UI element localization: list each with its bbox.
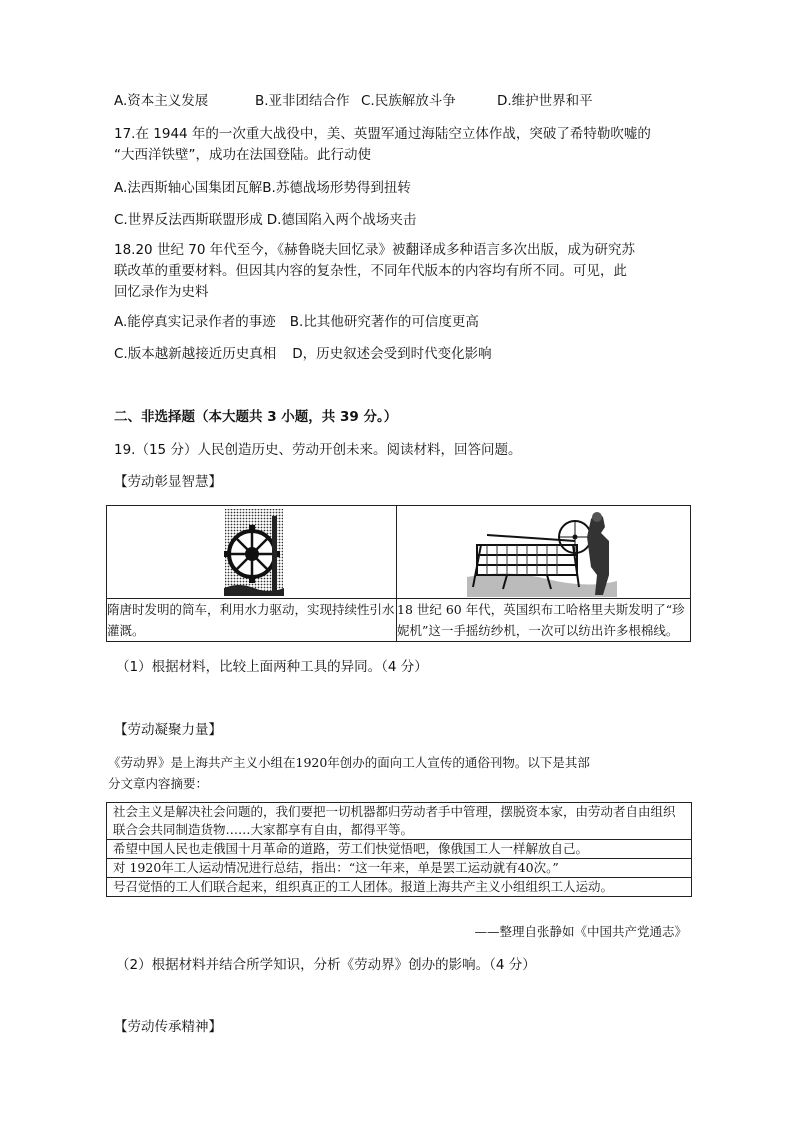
q17-option-b: B.苏德战场形势得到扭转 xyxy=(262,180,411,196)
q18-stem-line3: 回忆录作为史料 xyxy=(114,284,209,300)
q17-stem-line2: “大西洋铁壁”，成功在法国登陆。此行动使 xyxy=(114,147,371,163)
material-intro-line2: 分文章内容摘要： xyxy=(108,776,209,791)
q18-stem-line2: 联改革的重要材料。但因其内容的复杂性，不同年代版本的内容均有所不同。可见，此 xyxy=(114,263,627,279)
q18-options-row2 xyxy=(114,344,492,364)
material-excerpt-box xyxy=(106,802,692,897)
q16-option-d: D.维护世界和平 xyxy=(497,93,593,109)
q19-sub2: （2）根据材料并结合所学知识，分析《劳动界》创办的影响。（4 分） xyxy=(116,957,536,973)
heading-strength: 【劳动凝聚力量】 xyxy=(114,722,222,738)
q16-options xyxy=(114,91,593,111)
q17-option-d: D.德国陷入两个战场夹击 xyxy=(266,212,417,228)
heading-spirit: 【劳动传承精神】 xyxy=(114,1019,222,1035)
spinning-jenny-caption: 18 世纪 60 年代，英国织布工哈格里夫斯发明了“珍妮机”这一手摇纺纱机，一次可以纺出许多根棉线。 xyxy=(397,599,691,642)
q18-option-c: C.版本越新越接近历史真相 xyxy=(114,346,277,362)
material-source: ——整理自张静如《中国共产党通志》 xyxy=(474,924,687,939)
waterwheel-caption: 隋唐时发明的筒车，利用水力驱动，实现持续性引水灌溉。 xyxy=(107,599,397,642)
waterwheel-image-cell xyxy=(107,506,397,599)
q17-option-a: A.法西斯轴心国集团瓦解 xyxy=(114,180,263,196)
spinning-jenny-image-cell xyxy=(397,506,691,599)
material-row: 希望中国人民也走俄国十月革命的道路，劳工们快觉悟吧，像俄国工人一样解放自己。 xyxy=(106,840,692,859)
waterwheel-illustration xyxy=(224,508,284,596)
q17-stem-line1: 17.在 1944 年的一次重大战役中，美、英盟军通过海陆空立体作战，突破了希特勒吹嘘的 xyxy=(114,126,651,142)
q18-stem-line1: 18.20 世纪 70 年代至今，《赫鲁晓夫回忆录》被翻译成多种语言多次出版，成为研究苏 xyxy=(114,242,635,258)
q17-option-c: C.世界反法西斯联盟形成 xyxy=(114,212,263,228)
section2-title: 二、非选择题（本大题共 3 小题，共 39 分。） xyxy=(114,409,398,425)
q16-option-c: C.民族解放斗争 xyxy=(361,93,456,109)
q17-options-row2 xyxy=(114,210,416,230)
spinning-jenny-illustration xyxy=(467,507,617,597)
q17-options-row1 xyxy=(114,178,411,198)
q19-intro: 19.（15 分）人民创造历史、劳动开创未来。阅读材料，回答问题。 xyxy=(114,442,522,458)
heading-wisdom: 【劳动彰显智慧】 xyxy=(114,474,222,490)
q18-option-d: D，历史叙述会受到时代变化影响 xyxy=(292,346,492,362)
q16-option-a: A.资本主义发展 xyxy=(114,93,209,109)
q18-option-b: B.比其他研究著作的可信度更高 xyxy=(289,314,479,330)
material-intro-line1: 《劳动界》是上海共产主义小组在1920年创办的面向工人宣传的通俗刊物。以下是其部 xyxy=(108,755,590,770)
q18-options-row1 xyxy=(114,312,479,332)
q18-option-a: A.能停真实记录作者的事迹 xyxy=(114,314,276,330)
material-row: 号召觉悟的工人们联合起来，组织真正的工人团体。报道上海共产主义小组组织工人运动。 xyxy=(106,878,692,897)
q16-option-b: B.亚非团结合作 xyxy=(255,93,350,109)
tools-comparison-table xyxy=(106,505,691,642)
material-row: 对 1920年工人运动情况进行总结，指出：“这一年来，单是罢工运动就有40次。” xyxy=(106,859,692,878)
material-row: 社会主义是解决社会问题的，我们要把一切机器都归劳动者手中管理，摆脱资本家，由劳动者自由组织联合会共同制造货物……大家都享有自由，都得平等。 xyxy=(106,802,692,840)
q19-sub1: （1）根据材料，比较上面两种工具的异同。（4 分） xyxy=(116,659,428,675)
